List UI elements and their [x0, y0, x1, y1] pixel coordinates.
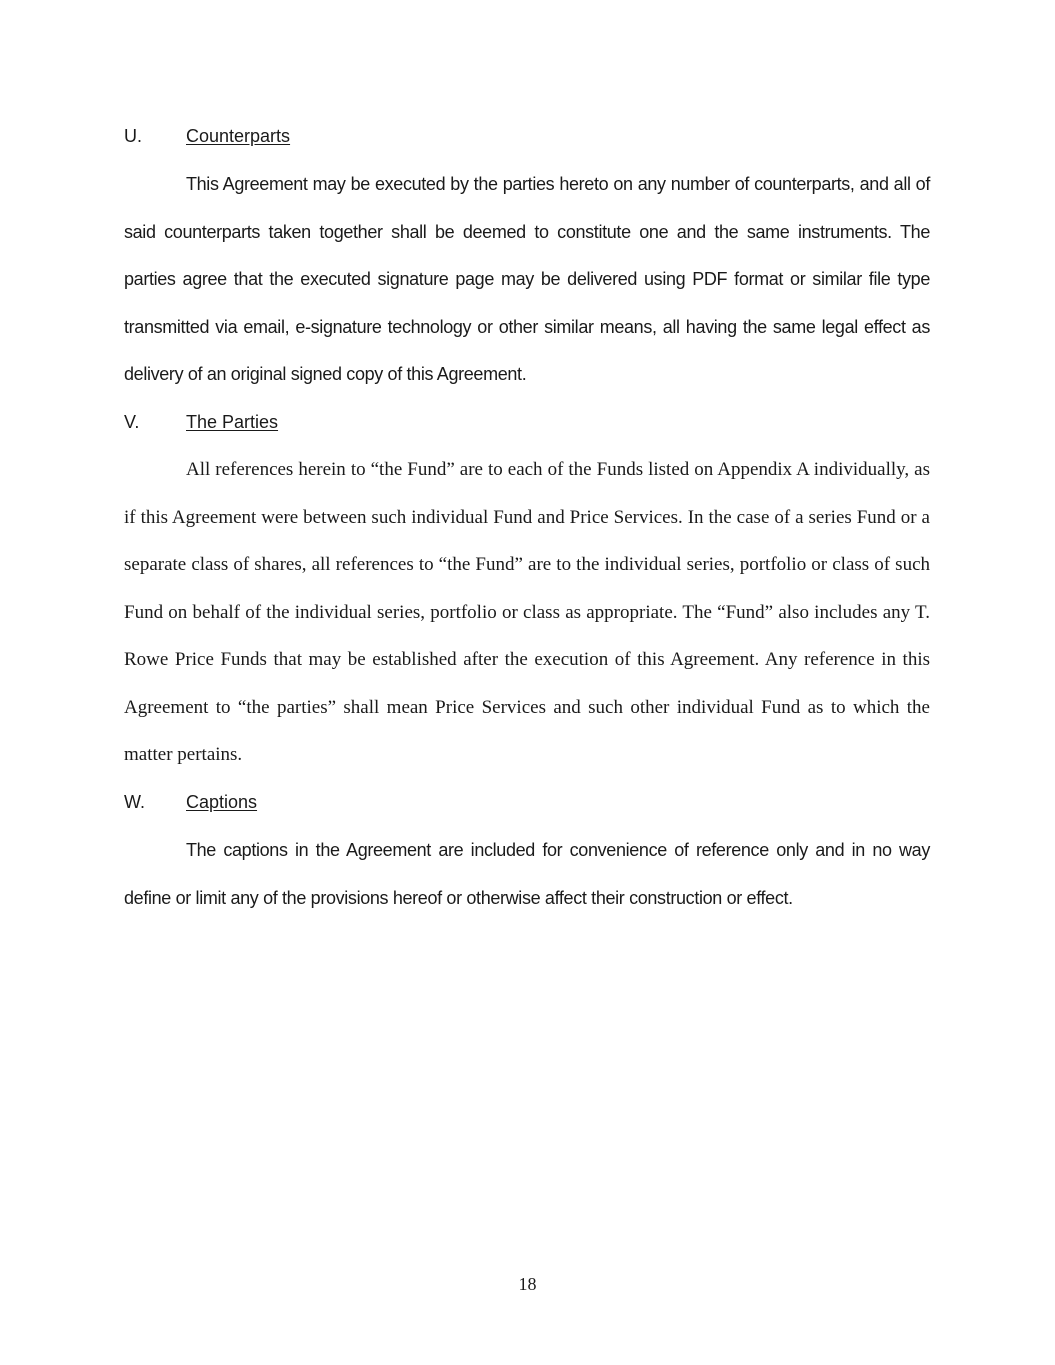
- page-number: 18: [518, 1274, 537, 1294]
- section-heading-the-parties: [124, 410, 278, 434]
- section-body-captions: The captions in the Agreement are included for convenience of reference only and in no way define or limit any of the provisions hereof or otherwise affect their construction or effect.: [124, 840, 930, 908]
- section-body-counterparts: This Agreement may be executed by the parties hereto on any number of counterparts, and all of said counterparts taken together shall be deemed to constitute one and the same instruments. The parties agree that the executed signature page may be delivered using PDF format or similar file type transmitted via email, e-signature technology or other similar means, all having the same legal effect as delivery of an original signed copy of this Agreement.: [124, 174, 930, 384]
- section-title: Captions: [186, 792, 258, 812]
- section-letter: W.: [124, 792, 145, 812]
- section-body-the-parties: All references herein to “the Fund” are to each of the Funds listed on Appendix A individually, as if this Agreement were between such individual Fund and Price Services. In the case of a series Fund or a separate class of shares, all references to “the Fund” are to the individual series, portfolio or class of such Fund on behalf of the individual series, portfolio or class as appropriate. The “Fund” also includes any T. Rowe Price Funds that may be established after the execution of this Agreement. Any reference in this Agreement to “the parties” shall mean Price Services and such other individual Fund as to which the matter pertains.: [124, 459, 930, 765]
- section-letter: U.: [124, 126, 142, 146]
- section-title: Counterparts: [186, 126, 291, 146]
- section-letter: V.: [124, 412, 140, 432]
- section-heading-captions: [124, 790, 257, 814]
- section-heading-counterparts: [124, 124, 290, 148]
- section-title: The Parties: [186, 412, 279, 432]
